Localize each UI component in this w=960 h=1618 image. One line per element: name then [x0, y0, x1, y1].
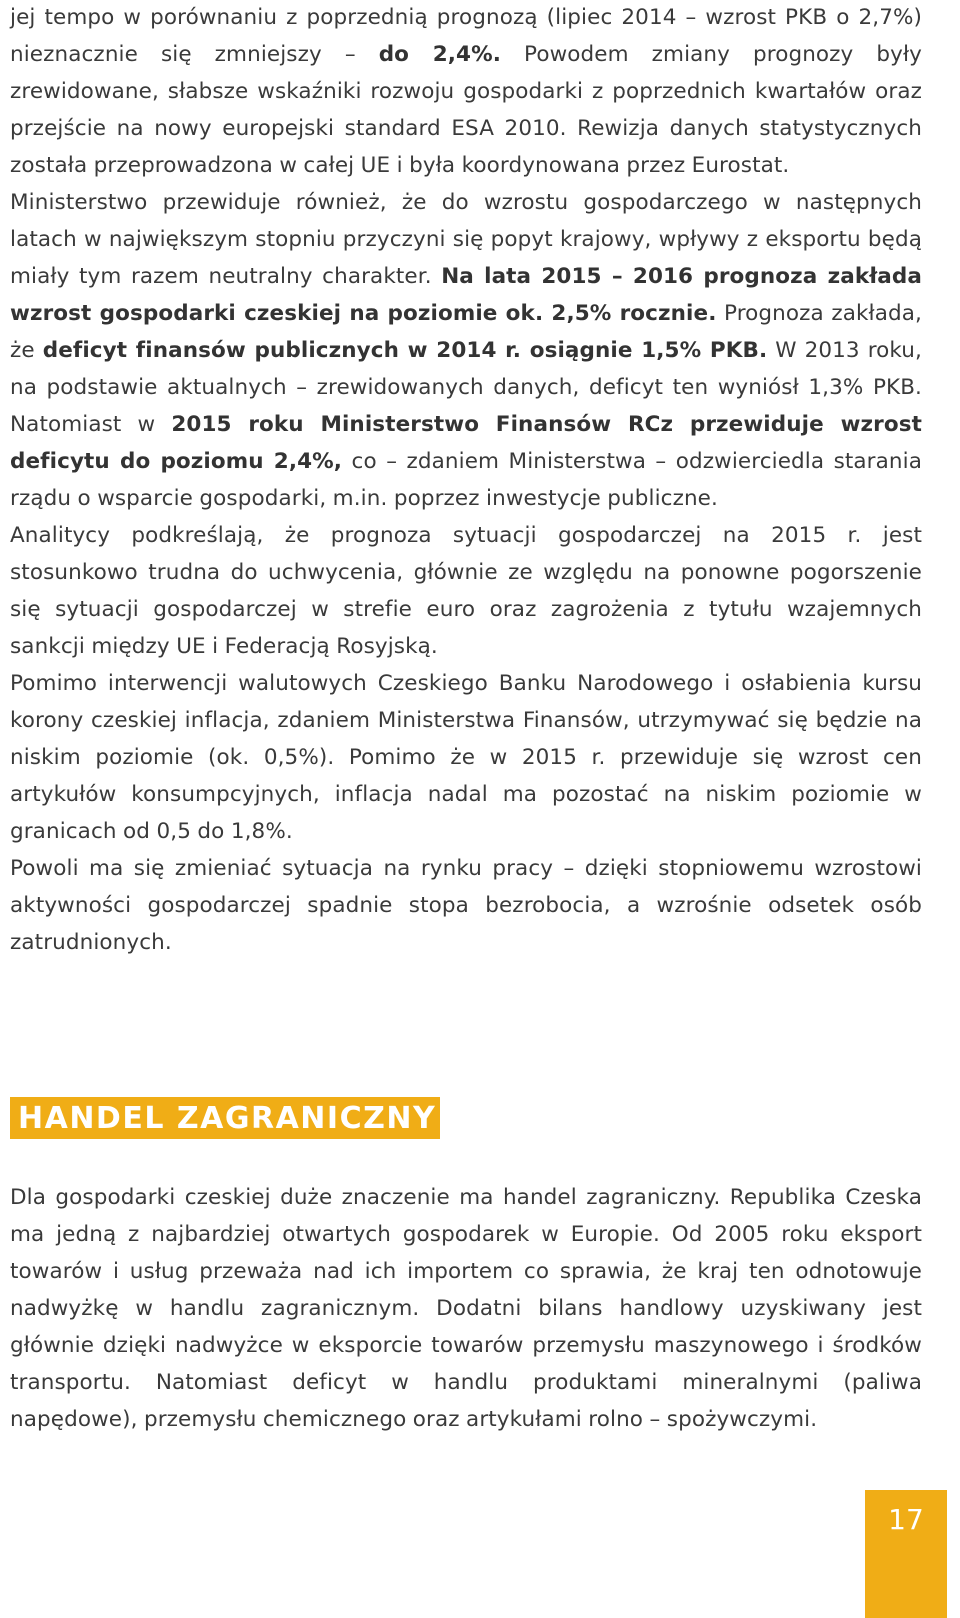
paragraph-inflation: Pomimo interwencji walutowych Czeskiego Banku Narodowego i osłabienia kursu korony czeskiej inflacja, zdaniem Ministerstwa Finansów, utrzymywać się będzie na niskim poziomie (ok. 0,5%). Pomimo że w 2015 r. przewiduje się wzrost cen artykułów konsumpcyjnych, inflacja nadal ma pozostać na niskim poziomie w granicach od 0,5 do 1,8%.	[10, 671, 922, 844]
body-text	[10, 0, 922, 961]
text-run: Prognoza zakłada, że	[10, 301, 922, 363]
bold-run: deficyt finansów publicznych w 2014 r. osiągnie 1,5% PKB.	[42, 338, 768, 363]
paragraph-foreign-trade: Dla gospodarki czeskiej duże znaczenie ma handel zagraniczny. Republika Czeska ma jedną z najbardziej otwartych gospodarek w Europie. Od 2005 roku eksport towarów i usług przeważa nad ich importem co sprawia, że kraj ten odnotowuje nadwyżkę w handlu zagranicznym. Dodatni bilans handlowy uzyskiwany jest głównie dzięki nadwyżce w eksporcie towarów przemysłu maszynowego i środków transportu. Natomiast deficyt w handlu produktami mineralnymi (paliwa napędowe), przemysłu chemicznego oraz artykułami rolno – spożywczymi.	[10, 1185, 922, 1432]
paragraph-gdp-forecast	[10, 0, 922, 184]
section-heading-wrap	[10, 1097, 440, 1139]
bold-run: do 2,4%.	[378, 42, 502, 67]
paragraph-labour-market: Powoli ma się zmieniać sytuacja na rynku pracy – dzięki stopniowemu wzrostowi aktywności gospodarczej spadnie stopa bezrobocia, a wzrośnie odsetek osób zatrudnionych.	[10, 856, 922, 955]
bold-run: 2015 roku Ministerstwo Finansów RCz przewiduje wzrost deficytu do poziomu 2,4%,	[10, 412, 922, 474]
text-run: co – zdaniem Ministerstwa – odzwierciedla starania rządu o wsparcie gospodarki, m.in. poprzez inwestycje publiczne.	[10, 449, 922, 511]
text-run: jej tempo w porównaniu z poprzednią prognozą (lipiec 2014 – wzrost PKB o 2,7%) nieznacznie się zmniejszy –	[10, 5, 922, 67]
section-heading: HANDEL ZAGRANICZNY	[10, 1097, 440, 1139]
text-run: Ministerstwo przewiduje również, że do wzrostu gospodarczego w następnych latach w największym stopniu przyczyni się popyt krajowy, wpływy z eksportu będą miały tym razem neutralny charakter.	[10, 190, 922, 289]
section-body	[10, 1179, 922, 1438]
paragraph-analysts: Analitycy podkreślają, że prognoza sytuacji gospodarczej na 2015 r. jest stosunkowo trudna do uchwycenia, głównie ze względu na ponowne pogorszenie się sytuacji gospodarczej w strefie euro oraz zagrożenia z tytułu wzajemnych sankcji między UE i Federacją Rosyjską.	[10, 523, 922, 659]
paragraph-ministry-forecast	[10, 184, 922, 517]
page-number: 17	[865, 1490, 947, 1618]
bold-run: Na lata 2015 – 2016 prognoza zakłada wzrost gospodarki czeskiej na poziomie ok. 2,5% rocznie.	[10, 264, 922, 326]
text-run: W 2013 roku, na podstawie aktualnych – zrewidowanych danych, deficyt ten wyniósł 1,3% PKB. Natomiast w	[10, 338, 922, 437]
text-run: Powodem zmiany prognozy były zrewidowane, słabsze wskaźniki rozwoju gospodarki z poprzednich kwartałów oraz przejście na nowy europejski standard ESA 2010. Rewizja danych statystycznych została przeprowadzona w całej UE i była koordynowana przez Eurostat.	[10, 42, 922, 178]
